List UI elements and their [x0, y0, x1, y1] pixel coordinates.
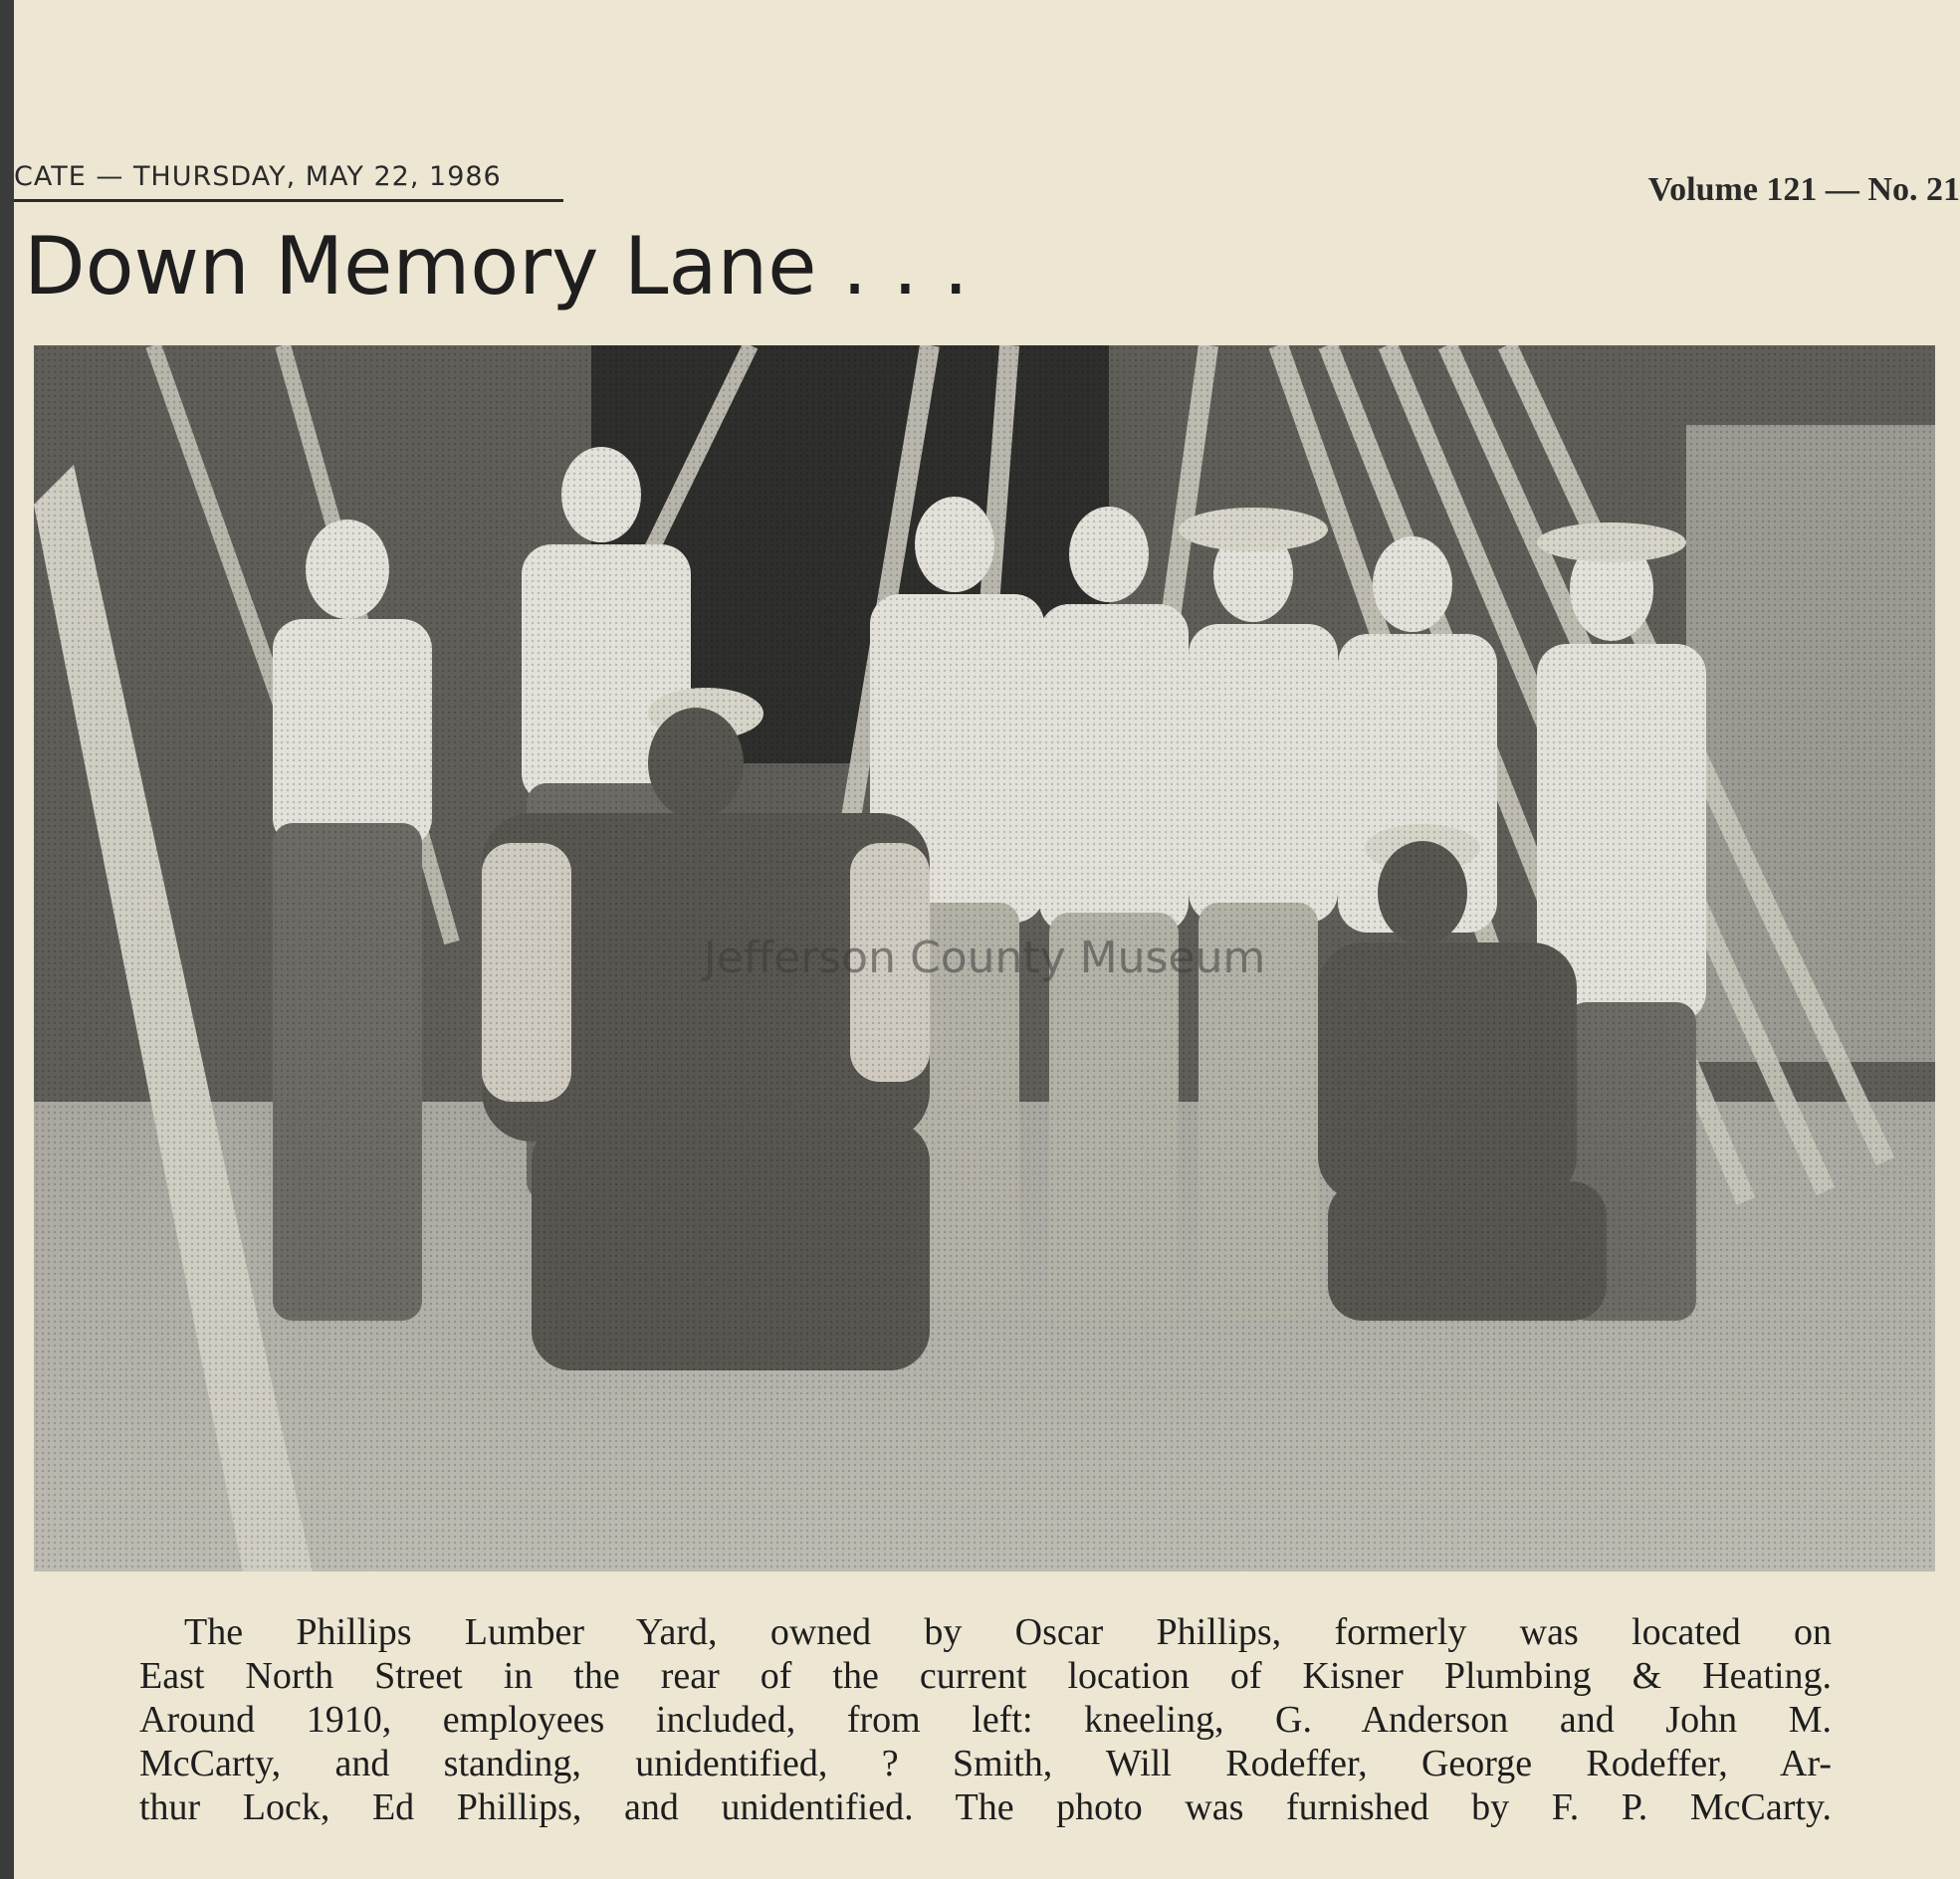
- masthead-rule: [14, 199, 563, 202]
- historic-photo: [34, 345, 1935, 1571]
- photo-caption: [139, 1610, 1832, 1829]
- watermark: Jefferson County Museum: [703, 933, 1266, 983]
- caption-line: McCarty, and standing, unidentified, ? Smith, Will Rodeffer, George Rodeffer, Ar-: [139, 1743, 1832, 1784]
- caption-line: Around 1910, employees included, from left: kneeling, G. Anderson and John M.: [139, 1699, 1832, 1741]
- scan-edge: [0, 0, 14, 1879]
- caption-line: East North Street in the rear of the current location of Kisner Plumbing & Heating.: [139, 1655, 1832, 1697]
- headline: Down Memory Lane . . .: [24, 220, 969, 313]
- masthead-volume: Volume 121 — No. 21: [1647, 171, 1960, 208]
- masthead-date: CATE — THURSDAY, MAY 22, 1986: [14, 161, 502, 192]
- caption-line: The Phillips Lumber Yard, owned by Oscar Phillips, formerly was located on: [184, 1611, 1832, 1653]
- caption-line: thur Lock, Ed Phillips, and unidentified. The photo was furnished by F. P. McCarty.: [139, 1786, 1832, 1828]
